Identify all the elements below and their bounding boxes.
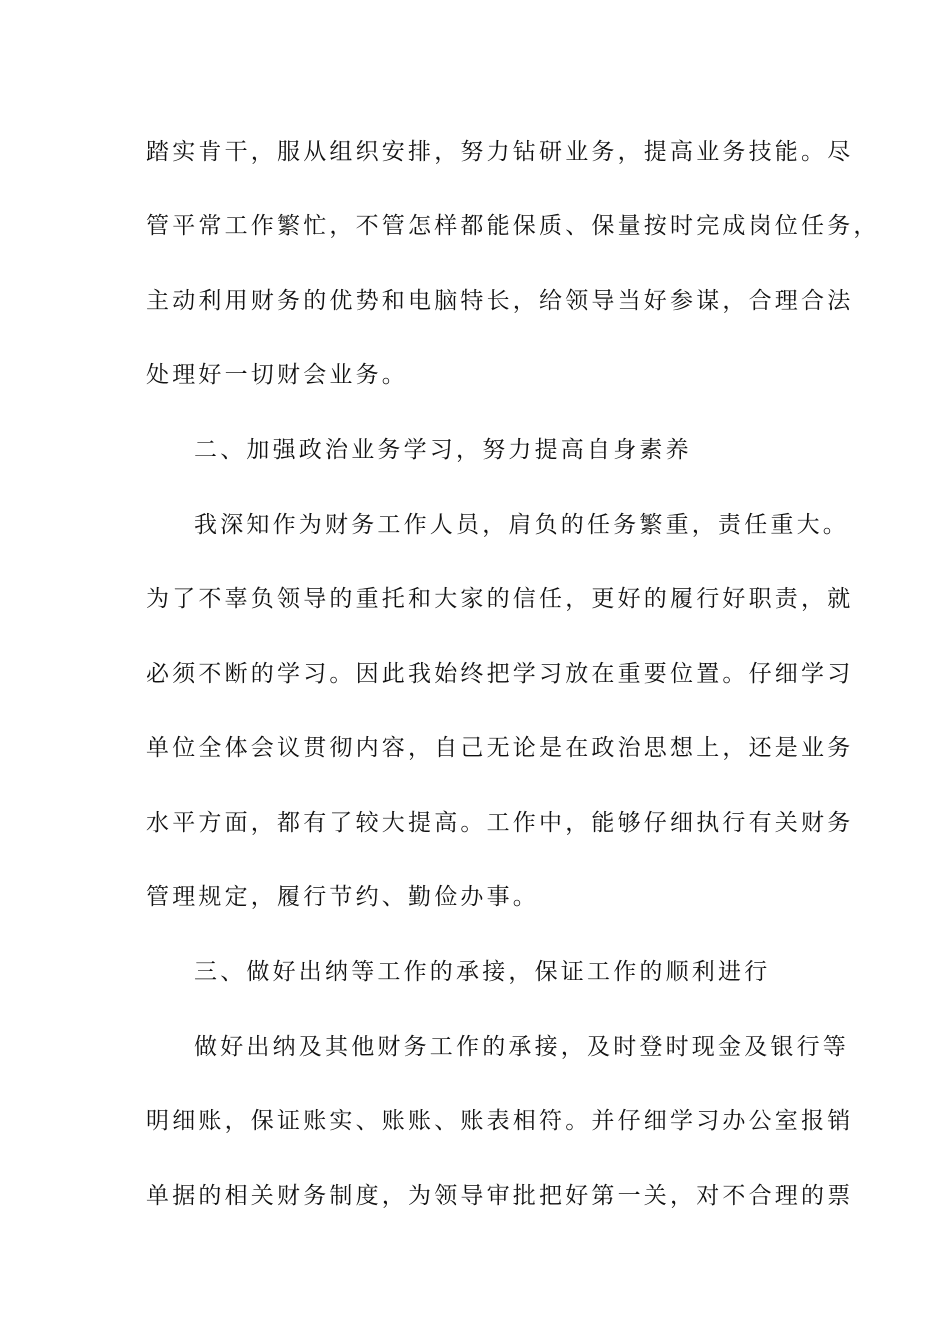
paragraph-line: 我深知作为财务工作人员，肩负的任务繁重，责任重大。 [194, 512, 849, 538]
paragraph-line: 明细账，保证账实、账账、账表相符。并仔细学习办公室报销 [146, 1108, 854, 1134]
paragraph-line: 必须不断的学习。因此我始终把学习放在重要位置。仔细学习 [146, 661, 854, 687]
paragraph-line: 单据的相关财务制度，为领导审批把好第一关，对不合理的票 [146, 1183, 854, 1209]
paragraph-line: 主动利用财务的优势和电脑特长，给领导当好参谋，合理合法 [146, 288, 854, 314]
paragraph-line: 管平常工作繁忙，不管怎样都能保质、保量按时完成岗位任务， [146, 213, 880, 239]
paragraph-line: 为了不辜负领导的重托和大家的信任，更好的履行好职责，就 [146, 586, 854, 612]
paragraph-line: 管理规定，履行节约、勤俭办事。 [146, 884, 539, 910]
paragraph-line: 水平方面，都有了较大提高。工作中，能够仔细执行有关财务 [146, 810, 854, 836]
section-heading: 三、做好出纳等工作的承接，保证工作的顺利进行 [194, 959, 771, 985]
paragraph-line: 踏实肯干，服从组织安排，努力钻研业务，提高业务技能。尽 [146, 139, 854, 165]
section-heading: 二、加强政治业务学习，努力提高自身素养 [194, 437, 692, 463]
paragraph-line: 处理好一切财会业务。 [146, 362, 408, 388]
paragraph-line: 单位全体会议贯彻内容，自己无论是在政治思想上，还是业务 [146, 735, 854, 761]
paragraph-line: 做好出纳及其他财务工作的承接，及时登时现金及银行等 [194, 1034, 849, 1060]
